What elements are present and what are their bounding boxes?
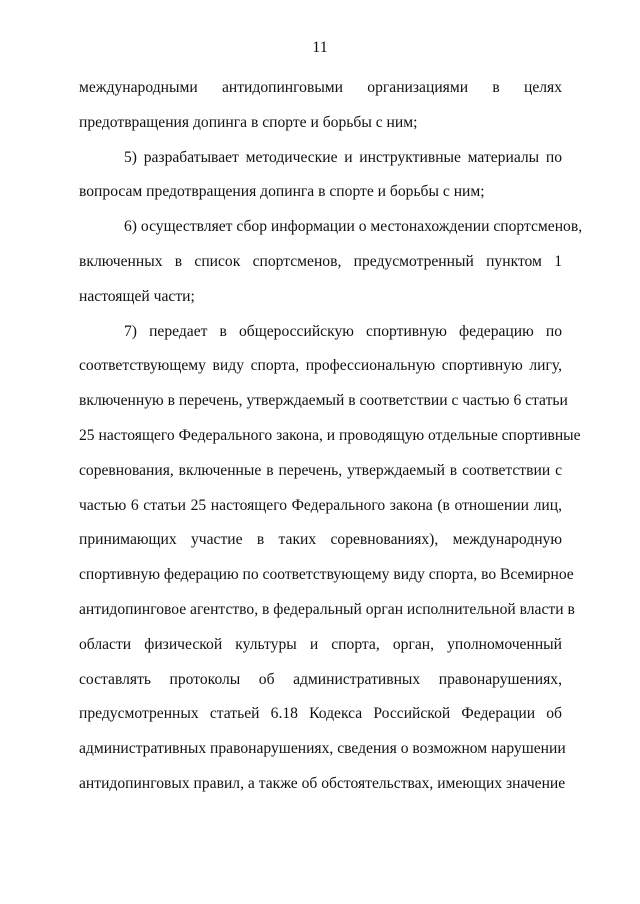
- text-line: принимающих участие в таких соревнованиях), международную: [79, 531, 562, 549]
- text-line: антидопинговых правил, а также об обстоятельствах, имеющих значение: [79, 774, 566, 792]
- text-line: 6) осуществляет сбор информации о местонахождении спортсменов,: [124, 218, 583, 236]
- text-line: международными антидопинговыми организациями в целях: [79, 79, 562, 96]
- text-line: частью 6 статьи 25 настоящего Федерального закона (в отношении лиц,: [79, 496, 562, 514]
- text-line: составлять протоколы об административных правонарушениях,: [79, 670, 562, 688]
- document-body: [79, 74, 583, 805]
- text-line: области физической культуры и спорта, орган, уполномоченный: [79, 635, 562, 653]
- text-line: предотвращения допинга в спорте и борьбы с ним;: [79, 113, 418, 131]
- text-line: вопросам предотвращения допинга в спорте и борьбы с ним;: [79, 183, 485, 201]
- text-line: настоящей части;: [79, 287, 195, 305]
- text-line: включенных в список спортсменов, предусмотренный пунктом 1: [79, 252, 562, 270]
- text-line: соревнования, включенные в перечень, утверждаемый в соответствии с: [79, 461, 562, 479]
- text-line: предусмотренных статьей 6.18 Кодекса Российской Федерации об: [79, 705, 562, 723]
- text-line: 5) разрабатывает методические и инструктивные материалы по: [124, 148, 562, 166]
- text-line: антидопинговое агентство, в федеральный орган исполнительной власти в: [79, 600, 575, 618]
- text-line: административных правонарушениях, сведения о возможном нарушении: [79, 740, 566, 758]
- text-line: соответствующему виду спорта, профессиональную спортивную лигу,: [79, 357, 562, 375]
- text-line: 7) передает в общероссийскую спортивную федерацию по: [124, 322, 562, 340]
- text-line: включенную в перечень, утверждаемый в соответствии с частью 6 статьи: [79, 392, 568, 410]
- text-line: 25 настоящего Федерального закона, и проводящую отдельные спортивные: [79, 426, 581, 444]
- page-number: 11: [312, 39, 328, 56]
- text-line: спортивную федерацию по соответствующему виду спорта, во Всемирное: [79, 566, 574, 584]
